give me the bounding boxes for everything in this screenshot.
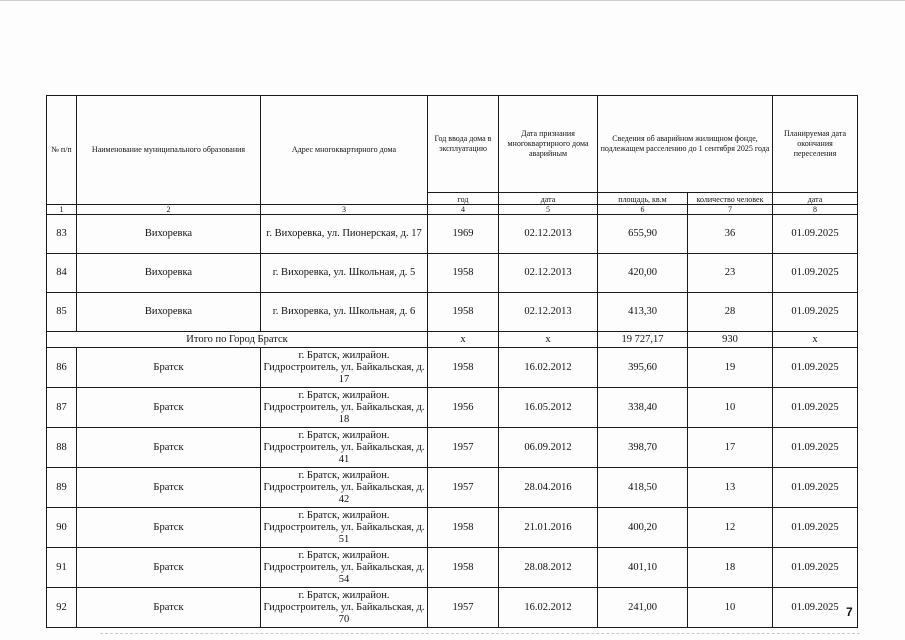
table-row [47,254,858,293]
people-count-cell: 19 [688,348,773,388]
scan-bottom-rule [100,633,860,634]
area-cell: 395,60 [598,348,688,388]
row-number: 84 [47,254,77,293]
total-people: 930 [688,332,773,348]
page-number: 7 [846,605,853,619]
municipality-cell: Вихоревка [77,215,261,254]
emergency-date-cell: 16.02.2012 [499,348,598,388]
municipality-cell: Братск [77,588,261,628]
area-cell: 338,40 [598,388,688,428]
housing-register-table [46,95,858,628]
planned-date-cell: 01.09.2025 [773,468,858,508]
planned-date-cell: 01.09.2025 [773,293,858,332]
municipality-cell: Братск [77,548,261,588]
table-row [47,468,858,508]
planned-date-cell: 01.09.2025 [773,508,858,548]
municipality-cell: Вихоревка [77,254,261,293]
planned-date-cell: 01.09.2025 [773,548,858,588]
planned-date-cell: 01.09.2025 [773,428,858,468]
emergency-date-cell: 21.01.2016 [499,508,598,548]
table-row [47,293,858,332]
scan-top-rule [0,0,905,1]
header-row [47,96,858,193]
year-cell: 1957 [428,588,499,628]
address-cell: г. Вихоревка, ул. Школьная, д. 6 [261,293,428,332]
emergency-date-cell: 28.08.2012 [499,548,598,588]
row-number: 83 [47,215,77,254]
col-number: 4 [428,205,499,215]
unit-area: площадь, кв.м [598,193,688,205]
area-cell: 655,90 [598,215,688,254]
table-row [47,588,858,628]
address-cell: г. Братск, жилрайон. Гидростроитель, ул. Байкальская, д. 18 [261,388,428,428]
col-number: 3 [261,205,428,215]
planned-date-cell: 01.09.2025 [773,254,858,293]
unit-plan-date: дата [773,193,858,205]
table-row [47,348,858,388]
row-number: 89 [47,468,77,508]
people-count-cell: 17 [688,428,773,468]
year-cell: 1956 [428,388,499,428]
year-cell: 1957 [428,428,499,468]
total-label: Итого по Город Братск [47,332,428,348]
total-plan: x [773,332,858,348]
col-number: 8 [773,205,858,215]
unit-date: дата [499,193,598,205]
header-address: Адрес многоквартирного дома [261,96,428,205]
header-emergency-stock: Сведения об аварийном жилищном фонде, подлежащем расселению до 1 сентября 2025 года [598,96,773,193]
row-number: 88 [47,428,77,468]
emergency-date-cell: 02.12.2013 [499,254,598,293]
people-count-cell: 23 [688,254,773,293]
col-number: 2 [77,205,261,215]
year-cell: 1958 [428,254,499,293]
address-cell: г. Братск, жилрайон. Гидростроитель, ул. Байкальская, д. 70 [261,588,428,628]
planned-date-cell: 01.09.2025 [773,348,858,388]
address-cell: г. Братск, жилрайон. Гидростроитель, ул. Байкальская, д. 41 [261,428,428,468]
table-body [47,96,858,628]
col-number: 5 [499,205,598,215]
area-cell: 413,30 [598,293,688,332]
people-count-cell: 13 [688,468,773,508]
address-cell: г. Братск, жилрайон. Гидростроитель, ул. Байкальская, д. 54 [261,548,428,588]
year-cell: 1958 [428,293,499,332]
unit-year: год [428,193,499,205]
emergency-date-cell: 16.05.2012 [499,388,598,428]
people-count-cell: 12 [688,508,773,548]
header-municipality: Наименование муниципального образования [77,96,261,205]
address-cell: г. Братск, жилрайон. Гидростроитель, ул. Байкальская, д. 51 [261,508,428,548]
municipality-cell: Братск [77,468,261,508]
header-number: № п/п [47,96,77,205]
emergency-date-cell: 02.12.2013 [499,215,598,254]
row-number: 90 [47,508,77,548]
year-cell: 1958 [428,548,499,588]
area-cell: 418,50 [598,468,688,508]
area-cell: 420,00 [598,254,688,293]
planned-date-cell: 01.09.2025 [773,588,858,628]
address-cell: г. Вихоревка, ул. Пионерская, д. 17 [261,215,428,254]
people-count-cell: 10 [688,588,773,628]
row-number: 85 [47,293,77,332]
year-cell: 1957 [428,468,499,508]
unit-people: количество человек [688,193,773,205]
year-cell: 1958 [428,348,499,388]
row-number: 86 [47,348,77,388]
people-count-cell: 18 [688,548,773,588]
total-area: 19 727,17 [598,332,688,348]
col-number: 6 [598,205,688,215]
people-count-cell: 10 [688,388,773,428]
emergency-date-cell: 02.12.2013 [499,293,598,332]
year-cell: 1958 [428,508,499,548]
header-planned-date: Планируемая дата окончания переселения [773,96,858,193]
total-year: x [428,332,499,348]
row-number: 92 [47,588,77,628]
table-row [47,388,858,428]
area-cell: 401,10 [598,548,688,588]
planned-date-cell: 01.09.2025 [773,215,858,254]
area-cell: 241,00 [598,588,688,628]
address-cell: г. Братск, жилрайон. Гидростроитель, ул. Байкальская, д. 17 [261,348,428,388]
municipality-cell: Братск [77,508,261,548]
col-number: 7 [688,205,773,215]
municipality-cell: Братск [77,428,261,468]
people-count-cell: 28 [688,293,773,332]
address-cell: г. Братск, жилрайон. Гидростроитель, ул. Байкальская, д. 42 [261,468,428,508]
row-number: 87 [47,388,77,428]
municipality-cell: Братск [77,388,261,428]
municipality-cell: Братск [77,348,261,388]
header-emergency-date: Дата признания многоквартирного дома аварийным [499,96,598,193]
table-row [47,428,858,468]
municipality-cell: Вихоревка [77,293,261,332]
emergency-date-cell: 16.02.2012 [499,588,598,628]
row-number: 91 [47,548,77,588]
people-count-cell: 36 [688,215,773,254]
total-row [47,332,858,348]
column-number-row [47,205,858,215]
address-cell: г. Вихоревка, ул. Школьная, д. 5 [261,254,428,293]
table-row [47,215,858,254]
col-number: 1 [47,205,77,215]
emergency-date-cell: 28.04.2016 [499,468,598,508]
emergency-date-cell: 06.09.2012 [499,428,598,468]
planned-date-cell: 01.09.2025 [773,388,858,428]
area-cell: 400,20 [598,508,688,548]
header-commission-year: Год ввода дома в эксплуатацию [428,96,499,193]
year-cell: 1969 [428,215,499,254]
table-row [47,508,858,548]
total-date: x [499,332,598,348]
table-row [47,548,858,588]
area-cell: 398,70 [598,428,688,468]
